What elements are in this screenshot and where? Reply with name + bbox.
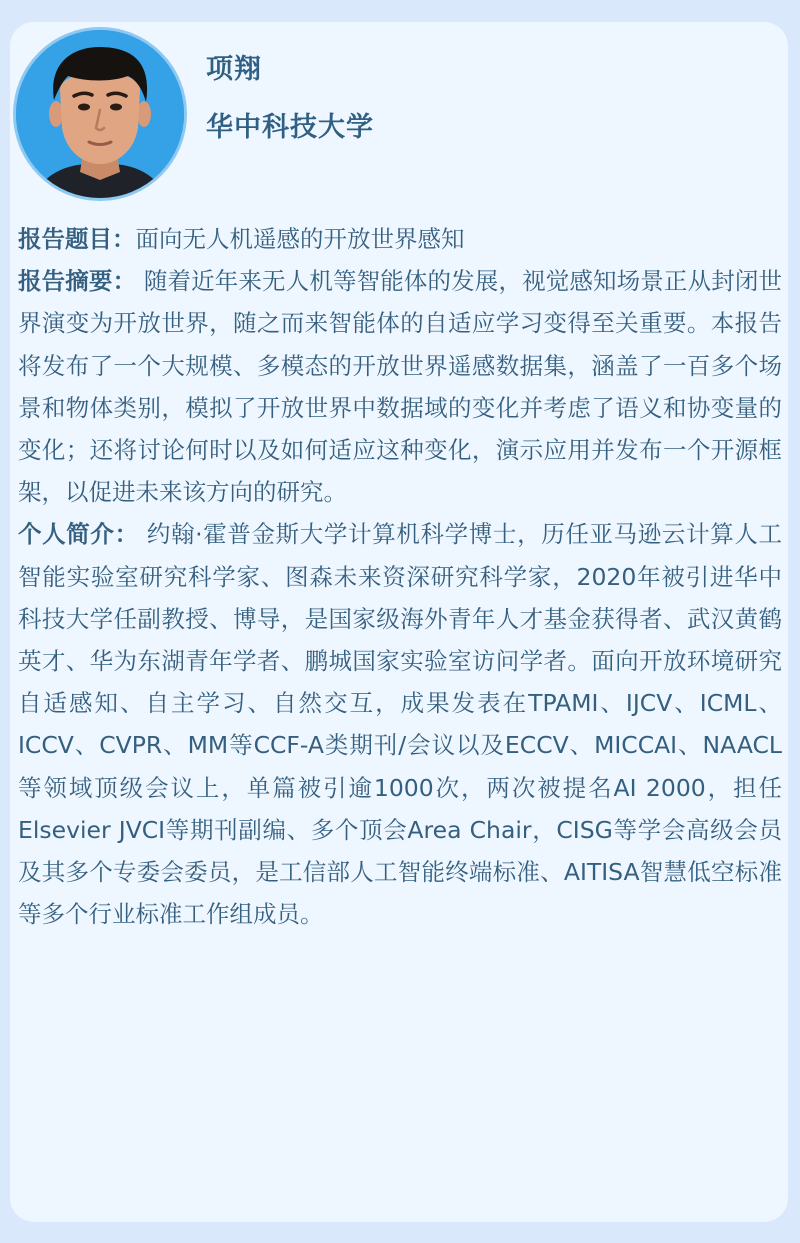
- bio-label: 个人简介：: [18, 520, 139, 549]
- bio-section: [18, 513, 782, 935]
- report-title-text: 面向无人机遥感的开放世界感知: [135, 225, 465, 253]
- speaker-affiliation: 华中科技大学: [206, 112, 374, 143]
- portrait-image: [16, 30, 184, 198]
- abstract-label: 报告摘要：: [18, 267, 137, 296]
- abstract-text: 随着近年来无人机等智能体的发展，视觉感知场景正从封闭世界演变为开放世界，随之而来智能体的自适应学习变得至关重要。本报告将发布了一个大规模、多模态的开放世界遥感数据集，涵盖了一百多个场景和物体类别，模拟了开放世界中数据域的变化并考虑了语义和协变量的变化；还将讨论何时以及如何适应这种变化，演示应用并发布一个开源框架，以促进未来该方向的研究。: [18, 267, 782, 507]
- speaker-photo: [16, 30, 184, 198]
- report-title-label: 报告题目：: [18, 225, 136, 253]
- report-title-section: [18, 218, 782, 260]
- speaker-name: 项翔: [206, 54, 262, 85]
- bio-text: 约翰·霍普金斯大学计算机科学博士，历任亚马逊云计算人工智能实验室研究科学家、图森未来资深研究科学家，2020年被引进华中科技大学任副教授、博导，是国家级海外青年人才基金获得者、武汉黄鹤英才、华为东湖青年学者、鹏城国家实验室访问学者。面向开放环境研究自适感知、自主学习、自然交互，成果发表在TPAMI、IJCV、ICML、ICCV、CVPR、MM等CCF-A类期刊/会议以及ECCV、MICCAI、NAACL等领域顶级会议上，单篇被引逾1000次，两次被提名AI 2000，担任Elsevier JVCI等期刊副编、多个顶会Area Chair，CISG等学会高级会员及其多个专委会委员，是工信部人工智能终端标准、AITISA智慧低空标准等多个行业标准工作组成员。: [18, 520, 782, 929]
- abstract-section: [18, 260, 782, 513]
- talk-details: [18, 218, 782, 935]
